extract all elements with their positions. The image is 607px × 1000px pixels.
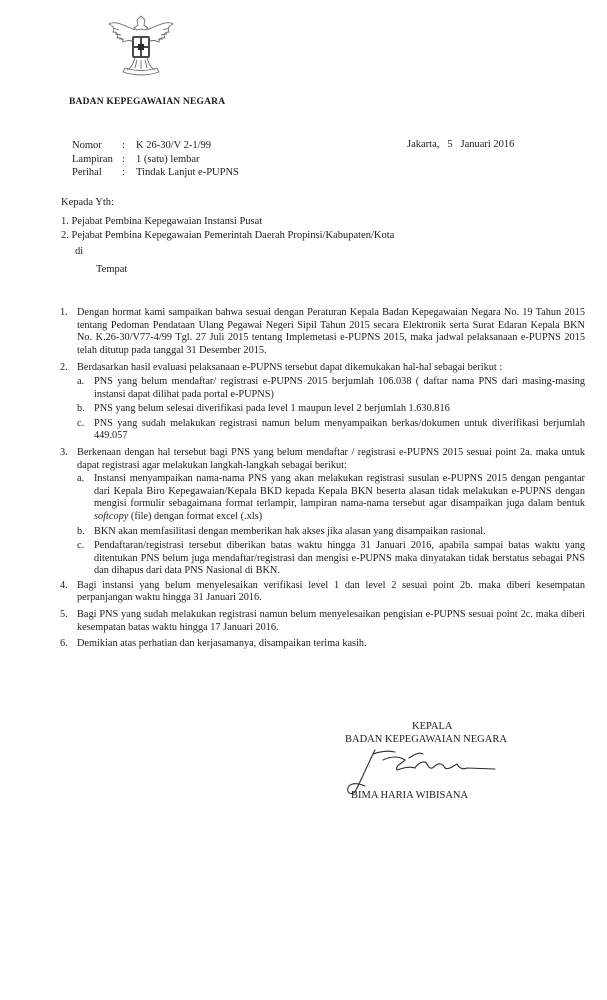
sub-letter: a. (77, 375, 85, 387)
paragraph-number: 3. (60, 446, 68, 458)
nomor-label: Nomor (72, 140, 102, 151)
recipient-item: 1. Pejabat Pembina Kepegawaian Instansi Pusat (61, 216, 263, 227)
di-label: di (75, 246, 84, 257)
sub-item (77, 403, 585, 416)
lampiran-label: Lampiran (72, 153, 113, 165)
sub-text (94, 473, 585, 523)
letter-date (407, 139, 514, 150)
sub-letter: b. (77, 403, 85, 415)
sub-text-part: (file) dengan format excel (.xls) (128, 510, 263, 522)
meta-row-perihal (72, 166, 239, 180)
kepada-label: Kepada Yth: (61, 197, 114, 208)
meta-row-nomor (72, 139, 239, 153)
paragraph-number: 5. (60, 609, 68, 621)
sub-text: PNS yang sudah melakukan registrasi namun belum menyampaikan berkas/dokumen untuk diverifikasi berjumlah 449.057 (94, 417, 585, 442)
meta-colon: : (122, 140, 125, 151)
softcopy-emphasis: softcopy (94, 510, 129, 522)
paragraph-number: 2. (60, 362, 68, 374)
paragraph-text: Dengan hormat kami sampaikan bahwa sesuai dengan Peraturan Kepala Badan Kepegawaian Negara No. 19 Tahun 2015 tentang Pedoman Pendataan Ulang Pegawai Negeri Sipil Tahun 2015 secara Elektronik serta Surat Edaran Kepala BKN No. K.26-30/V77-4/99 Tgl. 27 Juli 2015 tentang Implemetasi e-PUPNS 2015, maka jadwal pelaksanaan e-PUPNS 2015 telah ditutup pada tanggal 31 Desember 2015. (77, 307, 585, 356)
sub-item (77, 473, 585, 523)
recipient-item: 2. Pejabat Pembina Kepegawaian Pemerintah Daerah Propinsi/Kabupaten/Kota (61, 230, 395, 241)
signatory-title: KEPALA (412, 721, 453, 732)
sub-letter: c. (77, 540, 85, 552)
lampiran-value: 1 (satu) lembar (136, 153, 200, 165)
numbered-paragraph (60, 447, 585, 578)
paragraph-text: Berdasarkan hasil evaluasi pelaksanaan e-PUPNS tersebut dapat dikemukakan hal-hal sebagai berikut : (77, 362, 503, 374)
sub-item (77, 418, 585, 443)
paragraph-text: Berkenaan dengan hal tersebut bagi PNS yang belum mendaftar / registrasi e-PUPNS 2015 sesuai point 2a. maka untuk dapat registrasi agar melakukan langkah-langkah sebagai berikut: (77, 446, 585, 471)
sub-text: BKN akan memfasilitasi dengan memberikan hak akses jika alasan yang disampaikan rasional. (94, 525, 486, 537)
paragraph-text: Bagi PNS yang sudah melakukan registrasi namun belum menyelesaikan pengisian e-PUPNS sesuai point 2c. maka diberi kesempatan batas waktu hingga 17 Januari 2016. (77, 609, 585, 633)
signatory-name: BIMA HARIA WIBISANA (351, 790, 469, 801)
date-city: Jakarta, (407, 139, 440, 150)
addressee-block (61, 196, 394, 277)
meta-row-lampiran (72, 153, 239, 167)
paragraph-number: 4. (60, 579, 68, 591)
paragraph-text: Demikian atas perhatian dan kerjasamanya, disampaikan terima kasih. (77, 638, 367, 650)
numbered-paragraph (60, 362, 585, 443)
organization-header: BADAN KEPEGAWAIAN NEGARA (69, 97, 226, 107)
sub-list (77, 376, 585, 443)
sub-list (77, 473, 585, 578)
letter-meta (72, 139, 239, 180)
meta-colon: : (122, 153, 125, 165)
paragraph-number: 1. (60, 307, 68, 318)
nomor-value: K 26-30/V 2-1/99 (136, 140, 212, 151)
signatory-organization: BADAN KEPEGAWAIAN NEGARA (345, 734, 507, 745)
perihal-label: Perihal (72, 167, 102, 178)
paragraph-text: Bagi instansi yang belum menyelesaikan verifikasi level 1 dan level 2 sesuai point 2b. maka diberi kesempatan perpanjangan waktu hingga 31 Januari 2016. (77, 579, 585, 604)
numbered-paragraph (60, 307, 585, 357)
date-text: 5 Januari 2016 (447, 139, 515, 150)
sub-item (77, 540, 585, 578)
letter-body (60, 307, 585, 651)
sub-item (77, 376, 585, 401)
garuda-emblem-icon (105, 10, 177, 82)
perihal-value: Tindak Lanjut e-PUPNS (136, 167, 239, 178)
numbered-paragraph (60, 609, 585, 634)
recipient-list (61, 215, 394, 243)
paragraph-number: 6. (60, 638, 68, 650)
numbered-paragraph (60, 580, 585, 605)
numbered-paragraph (60, 638, 585, 651)
sub-text: PNS yang belum mendaftar/ registrasi e-PUPNS 2015 berjumlah 106.038 ( daftar nama PNS dari masing-masing instansi dapat dilihat pada portal e-PUPNS) (94, 375, 585, 400)
sub-letter: a. (77, 473, 85, 485)
sub-text: Pendaftaran/registrasi tersebut diberikan batas waktu hingga 31 Januari 2016, apabila sampai batas waktu yang ditentukan PNS belum juga mendaftar/registrasi dan mengisi e-PUPNS maka dinyatakan tidak berstatus sebagai PNS dan dihapus dari data PNS Nasional di BKN. (94, 540, 585, 577)
sub-item (77, 526, 585, 539)
sub-letter: b. (77, 525, 85, 537)
sub-text: PNS yang belum selesai diverifikasi pada level 1 maupun level 2 berjumlah 1.630.816 (94, 403, 450, 415)
sub-letter: c. (77, 417, 85, 429)
tempat-label: Tempat (96, 264, 128, 275)
meta-colon: : (122, 167, 125, 178)
sub-text-part: Instansi menyampaikan nama-nama PNS yang akan melakukan registrasi susulan e-PUPNS 2015 dengan pengantar dari Kepala Biro Kepegawaian/Kepala BKD kepada Kepala BKN beserta alasan tidak melakukan e-PUPNS dengan mengisi formulir sebagaimana format terlampir, lampiran nama-nama tersebut agar disampaikan juga dalam bentuk (94, 473, 585, 510)
